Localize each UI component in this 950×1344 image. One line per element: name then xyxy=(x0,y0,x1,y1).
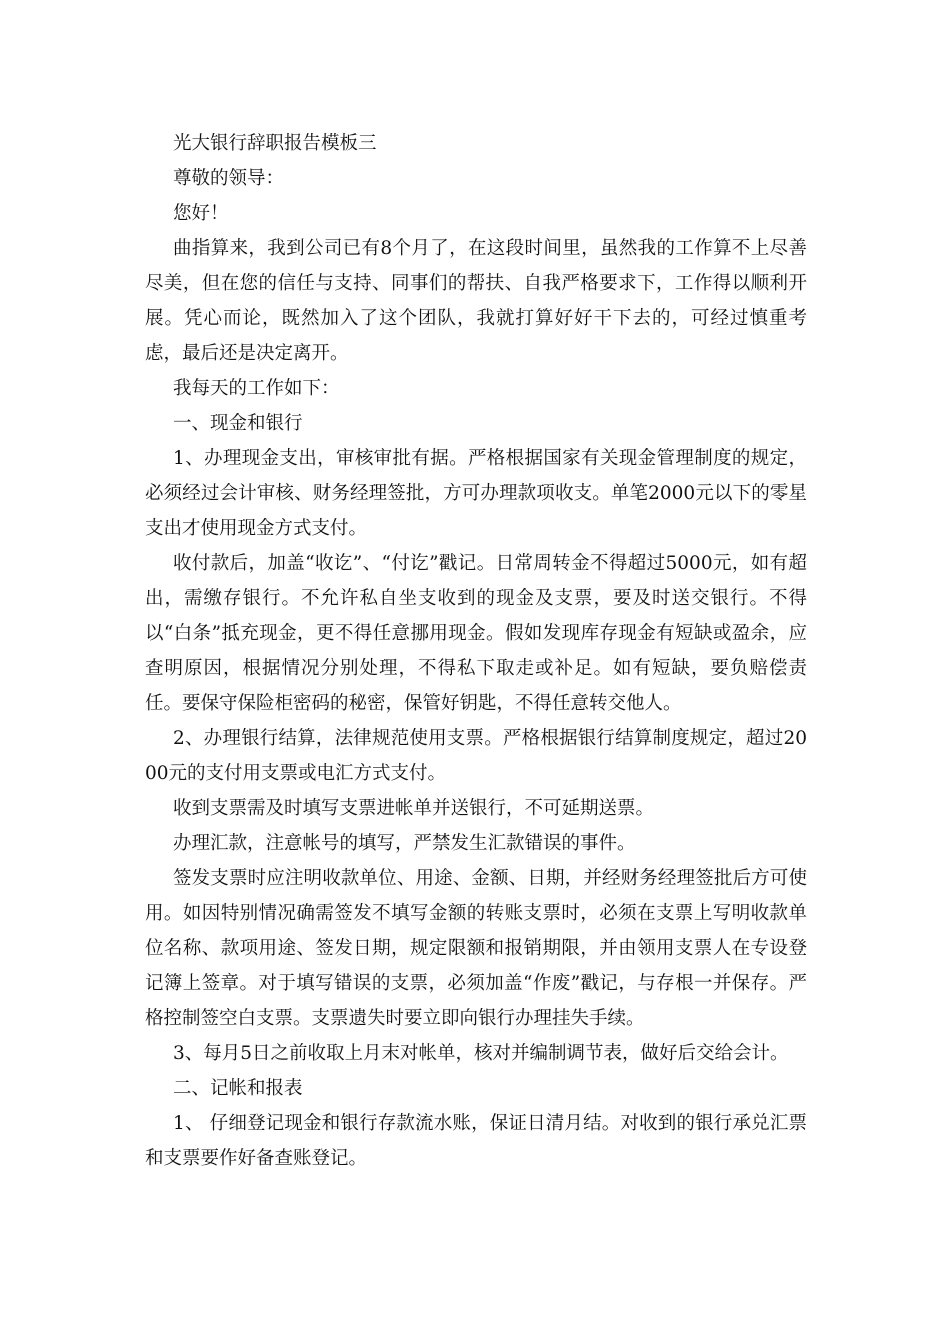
work-intro: 我每天的工作如下： xyxy=(173,378,340,399)
paragraph-remittance: 办理汇款，注意帐号的填写，严禁发生汇款错误的事件。 xyxy=(173,833,636,854)
greeting: 您好！ xyxy=(173,203,229,224)
section-heading-cash-bank: 一、现金和银行 xyxy=(173,413,303,434)
intro-paragraph: 曲指算来，我到公司已有8个月了，在这段时间里，虽然我的工作算不上尽善尽美，但在您的信任与支持、同事们的帮扶、自我严格要求下，工作得以顺利开展。凭心而论，既然加入了这个团队，我就打算好好干下去的，可经过慎重考虑，最后还是决定离开。 xyxy=(145,238,807,364)
document-title: 光大银行辞职报告模板三 xyxy=(173,133,377,154)
item-statement: 3、每月5日之前收取上月末对帐单，核对并编制调节表，做好后交给会计。 xyxy=(173,1043,789,1064)
paragraph-receipts: 收付款后，加盖“收讫”、“付讫”戳记。日常周转金不得超过5000元，如有超出，需缴存银行。不允许私自坐支收到的现金及支票，要及时送交银行。不得以“白条”抵充现金，更不得任意挪用现金。假如发现库存现金有短缺或盈余，应查明原因，根据情况分别处理，不得私下取走或补足。如有短缺，要负赔偿责任。要保守保险柜密码的秘密，保管好钥匙，不得任意转交他人。 xyxy=(145,553,807,714)
document-body xyxy=(145,126,807,1176)
item-bank-settlement: 2、办理银行结算，法律规范使用支票。严格根据银行结算制度规定，超过2000元的支付用支票或电汇方式支付。 xyxy=(145,728,807,784)
section-heading-accounting: 二、记帐和报表 xyxy=(173,1078,303,1099)
item-ledger: 1、 仔细登记现金和银行存款流水账，保证日清月结。对收到的银行承兑汇票和支票要作好备查账登记。 xyxy=(145,1113,807,1169)
salutation: 尊敬的领导： xyxy=(173,168,285,189)
paragraph-cheque-issue: 签发支票时应注明收款单位、用途、金额、日期，并经财务经理签批后方可使用。如因特别情况确需签发不填写金额的转账支票时，必须在支票上写明收款单位名称、款项用途、签发日期，规定限额和报销期限，并由领用支票人在专设登记簿上签章。对于填写错误的支票，必须加盖“作废”戳记，与存根一并保存。严格控制签空白支票。支票遗失时要立即向银行办理挂失手续。 xyxy=(145,868,807,1029)
item-cash-expense: 1、办理现金支出，审核审批有据。严格根据国家有关现金管理制度的规定，必须经过会计审核、财务经理签批，方可办理款项收支。单笔2000元以下的零星支出才使用现金方式支付。 xyxy=(145,448,807,539)
paragraph-cheque-deposit: 收到支票需及时填写支票进帐单并送银行，不可延期送票。 xyxy=(173,798,655,819)
